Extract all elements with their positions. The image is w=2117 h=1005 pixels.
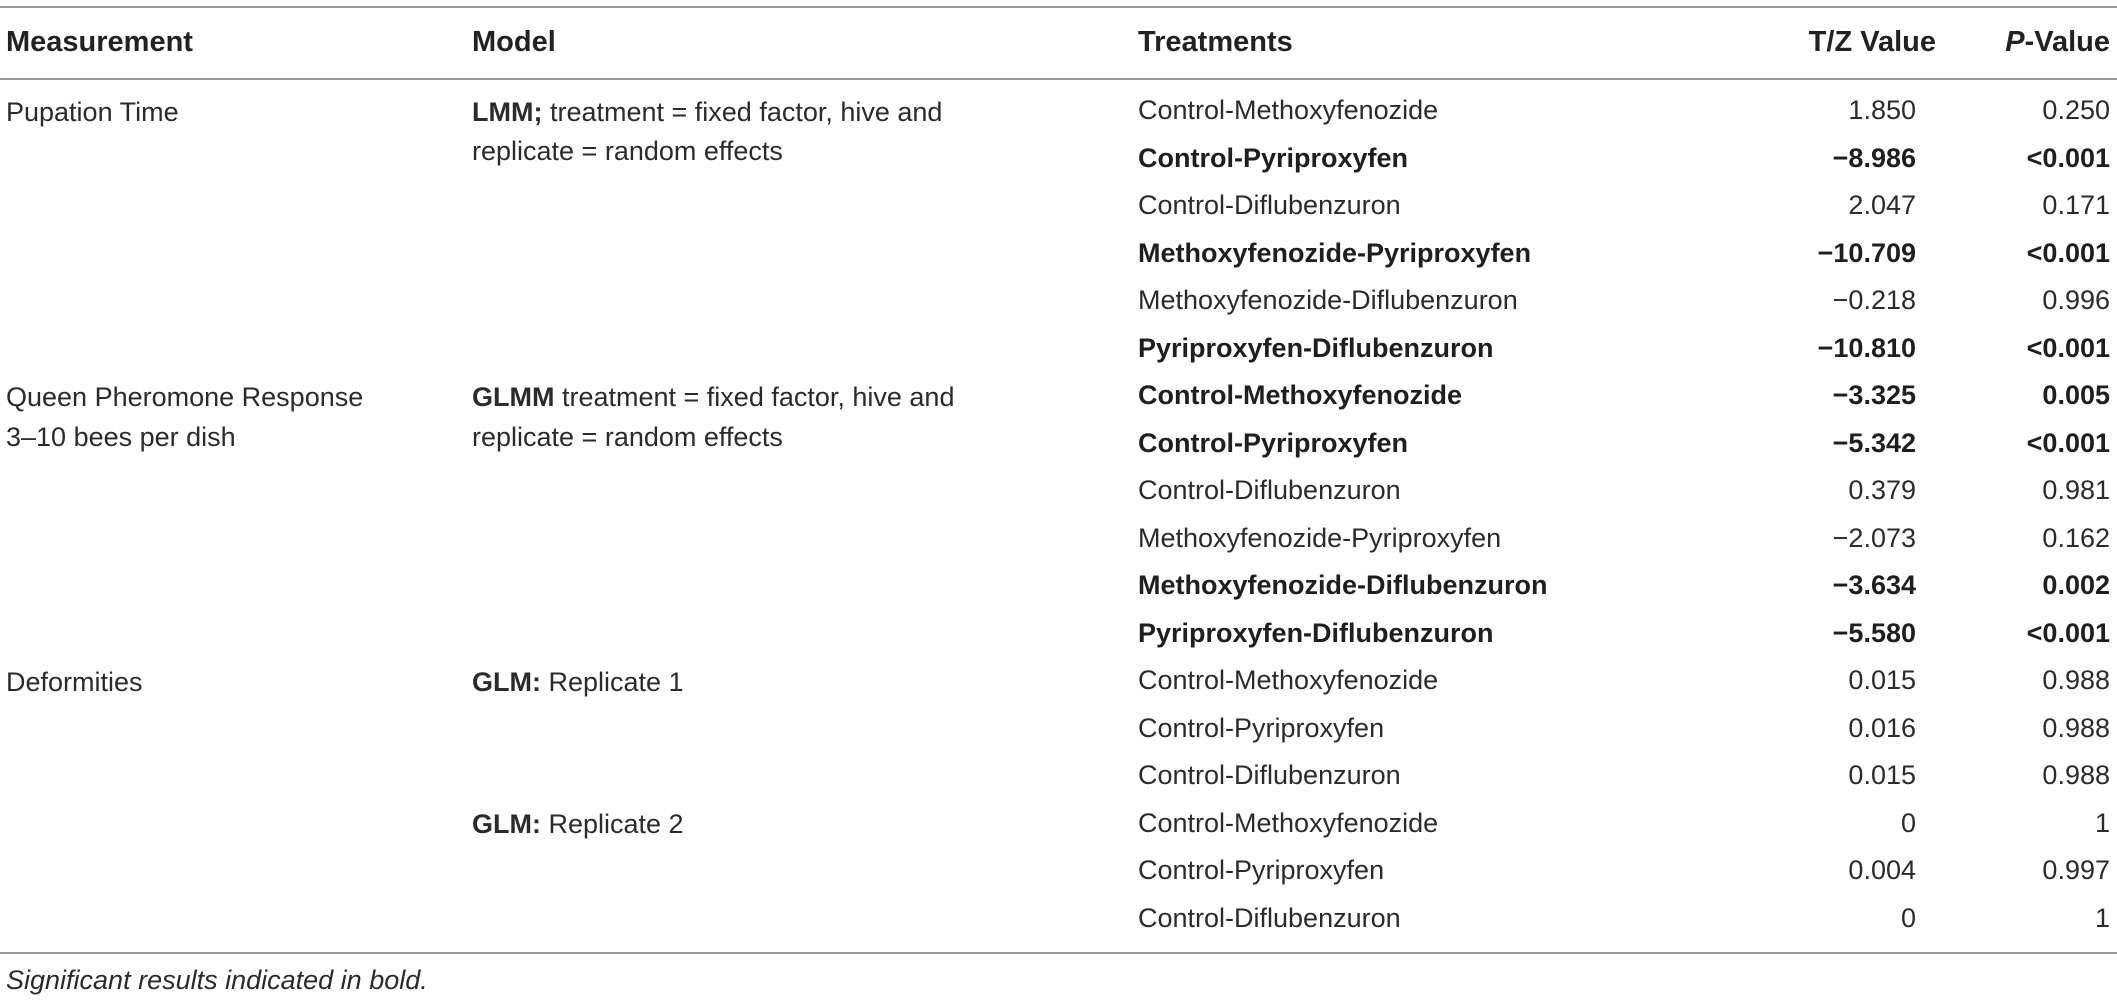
tz-value-cell: 1.850	[1848, 95, 1916, 125]
tz-value-cell: −3.325	[1832, 380, 1916, 410]
treatment-cell: Control-Diflubenzuron	[1138, 902, 1401, 933]
table-row	[0, 800, 2117, 848]
treatment-cell: Control-Methoxyfenozide	[1138, 807, 1439, 838]
p-value-cell: 1	[2094, 807, 2110, 838]
measurement-deformities: Deformities	[6, 667, 143, 697]
measurement-queen-pheromone: Queen Pheromone Response	[6, 382, 364, 412]
model-name: GLM:	[472, 809, 541, 839]
treatment-cell: Pyriproxyfen-Diflubenzuron	[1138, 617, 1494, 648]
treatment-cell: Methoxyfenozide-Pyriproxyfen	[1138, 522, 1502, 553]
tz-value-cell: 0.015	[1848, 665, 1916, 695]
treatment-cell: Control-Diflubenzuron	[1138, 190, 1401, 220]
header-treatments: Treatments	[1138, 26, 1293, 58]
p-value-cell: 0.988	[2042, 760, 2110, 790]
p-value-cell: 0.162	[2042, 522, 2110, 553]
treatment-cell: Methoxyfenozide-Diflubenzuron	[1138, 570, 1548, 600]
measurement-pupation-time: Pupation Time	[6, 97, 179, 127]
header-p-value	[2005, 22, 2110, 62]
treatment-cell: Control-Pyriproxyfen	[1138, 855, 1385, 885]
p-value-cell: <0.001	[2026, 427, 2110, 458]
treatment-cell: Control-Pyriproxyfen	[1138, 712, 1385, 743]
treatment-cell: Control-Methoxyfenozide	[1138, 665, 1439, 695]
model-desc: Replicate 1	[540, 667, 684, 697]
treatment-cell: Control-Diflubenzuron	[1138, 475, 1401, 505]
tz-value-cell: −5.342	[1832, 427, 1916, 458]
header-p-italic: P	[2005, 26, 2025, 58]
p-value-cell: 0.250	[2042, 95, 2110, 125]
tz-value-cell: 0	[1900, 902, 1916, 933]
table-row	[0, 467, 2117, 515]
table-row	[0, 895, 2117, 943]
p-value-cell: 0.005	[2042, 380, 2110, 410]
p-value-cell: <0.001	[2026, 332, 2110, 363]
p-value-cell: 0.002	[2042, 570, 2110, 600]
header-p-suffix: -Value	[2024, 26, 2110, 58]
table-row	[0, 515, 2117, 563]
tz-value-cell: 2.047	[1848, 190, 1916, 220]
p-value-cell: 0.997	[2042, 855, 2110, 885]
header-measurement: Measurement	[6, 26, 193, 58]
treatment-cell: Control-Diflubenzuron	[1138, 760, 1401, 790]
p-value-cell: 0.996	[2042, 285, 2110, 315]
table-row	[0, 610, 2117, 658]
p-value-cell: <0.001	[2026, 237, 2110, 268]
p-value-cell: <0.001	[2026, 142, 2110, 173]
model-desc: Replicate 2	[540, 809, 684, 839]
tz-value-cell: −8.986	[1832, 142, 1916, 173]
table-row	[0, 135, 2117, 183]
table-row	[0, 705, 2117, 753]
header-model: Model	[472, 26, 556, 58]
model-desc: treatment = fixed factor, hive and	[554, 382, 955, 412]
table-row	[0, 752, 2117, 800]
measurement-queen-pheromone-line2: 3–10 bees per dish	[6, 422, 236, 452]
table-row	[0, 230, 2117, 278]
p-value-cell: 1	[2094, 902, 2110, 933]
table-row	[0, 87, 2117, 135]
p-value-cell: 0.981	[2042, 475, 2110, 505]
table-row	[0, 325, 2117, 373]
model-queen-pheromone-line2: replicate = random effects	[472, 422, 783, 452]
tz-value-cell: −0.218	[1832, 285, 1916, 315]
header-rule	[0, 78, 2117, 80]
treatment-cell: Control-Methoxyfenozide	[1138, 95, 1439, 125]
tz-value-cell: −3.634	[1832, 570, 1916, 600]
table-footnote: Significant results indicated in bold.	[6, 965, 428, 995]
tz-value-cell: 0.015	[1848, 760, 1916, 790]
treatment-cell: Control-Methoxyfenozide	[1138, 380, 1462, 410]
tz-value-cell: 0	[1900, 807, 1916, 838]
bottom-rule	[0, 952, 2117, 954]
p-value-cell: 0.988	[2042, 712, 2110, 743]
model-name: GLMM	[472, 382, 555, 412]
treatment-cell: Pyriproxyfen-Diflubenzuron	[1138, 332, 1494, 363]
tz-value-cell: −10.709	[1817, 237, 1916, 268]
table-row	[0, 277, 2117, 325]
tz-value-cell: 0.004	[1848, 855, 1916, 885]
tz-value-cell: −5.580	[1832, 617, 1916, 648]
table-row	[0, 372, 2117, 420]
model-name: LMM;	[472, 97, 543, 127]
treatment-cell: Methoxyfenozide-Diflubenzuron	[1138, 285, 1518, 315]
model-desc: treatment = fixed factor, hive and	[542, 97, 943, 127]
tz-value-cell: −10.810	[1817, 332, 1916, 363]
tz-value-cell: 0.379	[1848, 475, 1916, 505]
p-value-cell: 0.171	[2042, 190, 2110, 220]
tz-value-cell: 0.016	[1848, 712, 1916, 743]
model-pupation-time-line2: replicate = random effects	[472, 136, 783, 166]
table-row	[0, 657, 2117, 705]
treatment-cell: Methoxyfenozide-Pyriproxyfen	[1138, 237, 1532, 268]
treatment-cell: Control-Pyriproxyfen	[1138, 142, 1409, 173]
tz-value-cell: −2.073	[1832, 522, 1916, 553]
table-row	[0, 182, 2117, 230]
table-row	[0, 420, 2117, 468]
header-tz-value: T/Z Value	[1808, 26, 1936, 58]
table-row	[0, 847, 2117, 895]
p-value-cell: <0.001	[2026, 617, 2110, 648]
treatment-cell: Control-Pyriproxyfen	[1138, 427, 1409, 458]
p-value-cell: 0.988	[2042, 665, 2110, 695]
model-name: GLM:	[472, 667, 541, 697]
table-row	[0, 562, 2117, 610]
top-rule	[0, 6, 2117, 8]
